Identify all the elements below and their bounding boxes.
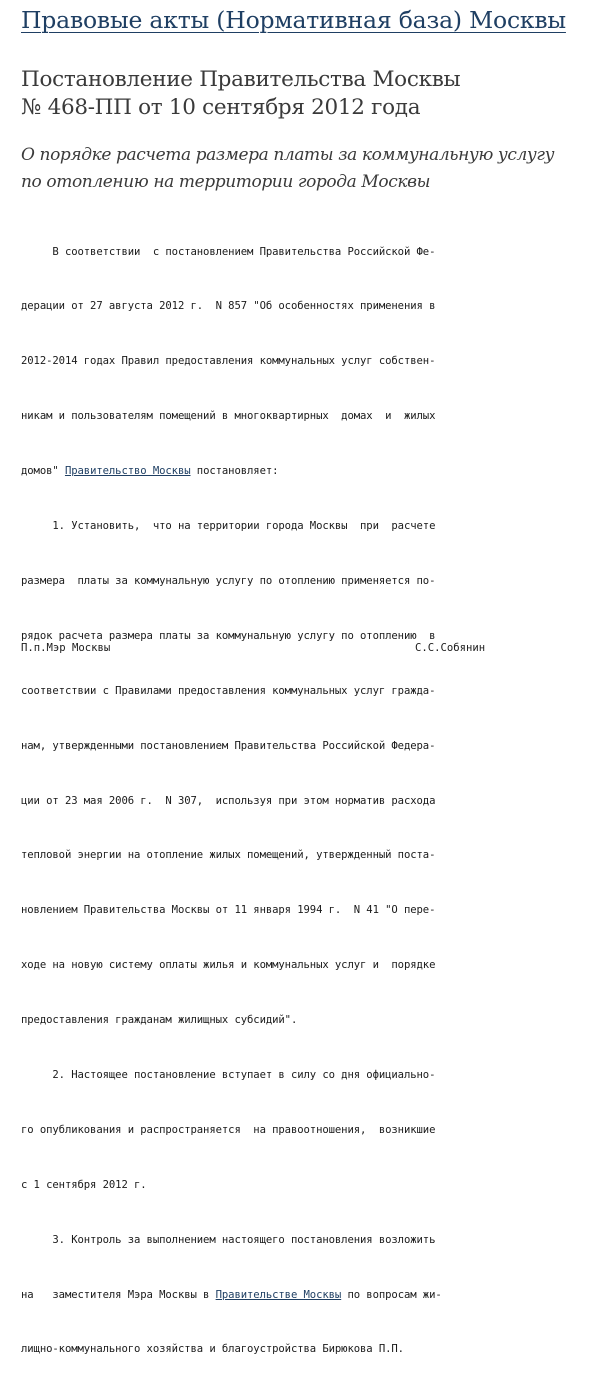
signature-name: С.С.Собянин xyxy=(415,642,486,654)
body-text-fragment: по вопросам жи- xyxy=(341,1288,442,1301)
government-moscow-link[interactable]: Правительстве Москвы xyxy=(215,1288,342,1301)
body-line: 2. Настоящее постановление вступает в силу со дня официально- xyxy=(21,1068,436,1081)
body-line: предоставления гражданам жилищных субсидий". xyxy=(21,1014,298,1027)
body-line: 2012-2014 годах Правил предоставления коммунальных услуг собствен- xyxy=(21,355,436,368)
body-line: никам и пользователям помещений в многоквартирных домах и жилых xyxy=(21,410,436,423)
body-line: с 1 сентября 2012 г. xyxy=(21,1178,147,1191)
document-subtitle xyxy=(21,142,554,196)
body-line: размера платы за коммунальную услугу по отоплению применяется по- xyxy=(21,574,436,587)
body-line-with-link xyxy=(21,462,442,480)
body-line-with-link xyxy=(21,1286,442,1304)
document-subtitle-line-2: по отоплению на территории города Москвы xyxy=(21,172,431,192)
body-line: го опубликования и распространяется на правоотношения, возникшие xyxy=(21,1123,436,1136)
document-title xyxy=(21,66,460,122)
body-line: 1. Установить, что на территории города Москвы при расчете xyxy=(21,520,436,533)
body-text-fragment: постановляет: xyxy=(190,465,279,478)
body-text-fragment: на заместителя Мэра Москвы в xyxy=(21,1288,216,1301)
document-body xyxy=(21,206,442,1377)
document-title-line-1: Постановление Правительства Москвы xyxy=(21,67,461,92)
body-line: тепловой энергии на отопление жилых помещений, утвержденный поста- xyxy=(21,849,436,862)
body-line: В соответствии с постановлением Правительства Российской Фе- xyxy=(21,245,436,258)
body-line: 3. Контроль за выполнением настоящего постановления возложить xyxy=(21,1233,436,1246)
body-line: дерации от 27 августа 2012 г. N 857 "Об особенностях применения в xyxy=(21,300,436,313)
body-line: нам, утвержденными постановлением Правительства Российской Федера- xyxy=(21,739,436,752)
body-line: новлением Правительства Москвы от 11 января 1994 г. N 41 "О пере- xyxy=(21,904,436,917)
body-line: ции от 23 мая 2006 г. N 307, используя при этом норматив расхода xyxy=(21,794,436,807)
government-moscow-link[interactable]: Правительство Москвы xyxy=(64,465,191,478)
body-line: рядок расчета размера платы за коммунальную услугу по отоплению в xyxy=(21,629,436,642)
signature-position: П.п.Мэр Москвы xyxy=(21,642,111,654)
body-line: лищно-коммунального хозяйства и благоустройства Бирюкова П.П. xyxy=(21,1343,404,1356)
document-title-line-2: № 468-ПП от 10 сентября 2012 года xyxy=(21,95,421,120)
body-line: соответствии с Правилами предоставления коммунальных услуг гражда- xyxy=(21,684,436,697)
document-subtitle-line-1: О порядке расчета размера платы за коммунальную услугу xyxy=(21,145,555,165)
body-line: ходе на новую систему оплаты жилья и коммунальных услуг и порядке xyxy=(21,959,436,972)
body-text-fragment: домов" xyxy=(21,465,65,478)
site-title-link[interactable]: Правовые акты (Нормативная база) Москвы xyxy=(21,6,566,34)
